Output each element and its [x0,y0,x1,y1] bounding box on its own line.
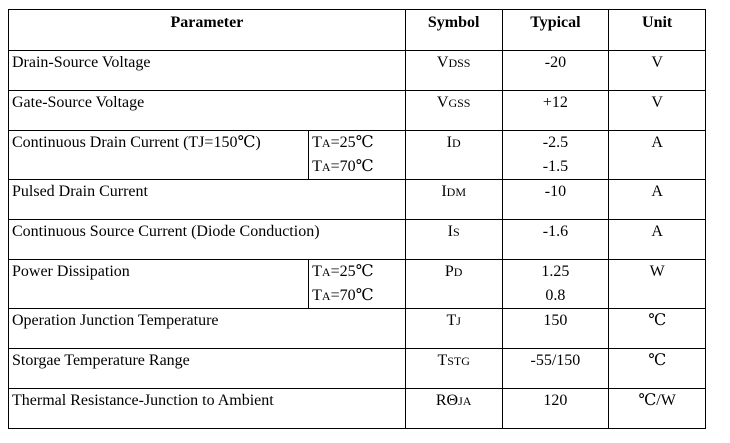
condition-cell [309,131,406,180]
symbol-main: T [437,352,448,369]
symbol-main: P [444,263,454,280]
parameter-cell: Operation Junction Temperature [9,309,406,349]
typical-value: 1.25 [541,263,570,280]
table-row [9,220,706,260]
symbol-cell [405,131,502,180]
typical-value: -2.5 [542,134,569,151]
unit-cell: A [609,180,706,220]
parameter-cell: Continuous Drain Current (TJ=150℃) [9,131,309,180]
typical-cell [502,131,609,180]
header-parameter: Parameter [9,10,406,51]
parameter-cell: Continuous Source Current (Diode Conduction) [9,220,406,260]
symbol-cell [405,260,502,309]
typical-value: -1.5 [542,158,569,175]
table-row [9,389,706,429]
symbol-main: V [436,94,449,111]
unit-cell: ℃ [609,349,706,389]
table-row [9,91,706,131]
symbol-main: I [441,183,447,200]
typical-cell: -20 [502,51,609,91]
typical-cell: -55/150 [502,349,609,389]
parameter-cell: Gate-Source Voltage [9,91,406,131]
parameter-cell: Storgae Temperature Range [9,349,406,389]
table-row [9,51,706,91]
symbol-main: T [446,312,457,329]
typical-cell: +12 [502,91,609,131]
condition-line: TA=70℃ [312,158,374,175]
typical-cell: -10 [502,180,609,220]
typical-cell [502,260,609,309]
condition-line: TA=70℃ [312,287,374,304]
symbol-main: RΘ [435,392,459,409]
unit-cell: W [609,260,706,309]
symbol-cell [405,389,502,429]
symbol-sub: GSS [448,96,471,110]
symbol-cell [405,349,502,389]
symbol-sub: DSS [448,56,471,70]
header-unit: Unit [609,10,706,51]
unit-cell: ℃ [609,309,706,349]
unit-cell: A [609,131,706,180]
symbol-cell [405,91,502,131]
symbol-sub: STG [447,354,470,368]
unit-cell: V [609,91,706,131]
header-typical: Typical [502,10,609,51]
symbol-sub: D [453,265,463,279]
condition-cell [309,260,406,309]
symbol-sub: S [452,225,460,239]
condition-line: TA=25℃ [312,263,374,280]
symbol-cell [405,180,502,220]
table-row [9,131,706,180]
typical-value: 0.8 [545,287,566,304]
symbol-sub: D [452,136,461,150]
table-row [9,260,706,309]
condition-line: TA=25℃ [312,134,374,151]
unit-cell: V [609,51,706,91]
table-row [9,349,706,389]
symbol-main: I [447,223,453,240]
symbol-sub: JA [458,394,472,408]
typical-cell: -1.6 [502,220,609,260]
symbol-sub: J [456,314,461,328]
symbol-cell [405,309,502,349]
parameter-cell: Thermal Resistance-Junction to Ambient [9,389,406,429]
parameter-cell: Pulsed Drain Current [9,180,406,220]
symbol-main: V [436,54,449,71]
header-row [9,10,706,51]
header-symbol: Symbol [405,10,502,51]
table-row [9,180,706,220]
typical-cell: 150 [502,309,609,349]
table-row [9,309,706,349]
symbol-main: I [446,134,452,151]
symbol-cell [405,220,502,260]
unit-cell: A [609,220,706,260]
parameter-cell: Drain-Source Voltage [9,51,406,91]
symbol-sub: DM [446,185,466,199]
spec-table [8,9,706,429]
unit-cell: ℃/W [609,389,706,429]
typical-cell: 120 [502,389,609,429]
symbol-cell [405,51,502,91]
parameter-cell: Power Dissipation [9,260,309,309]
